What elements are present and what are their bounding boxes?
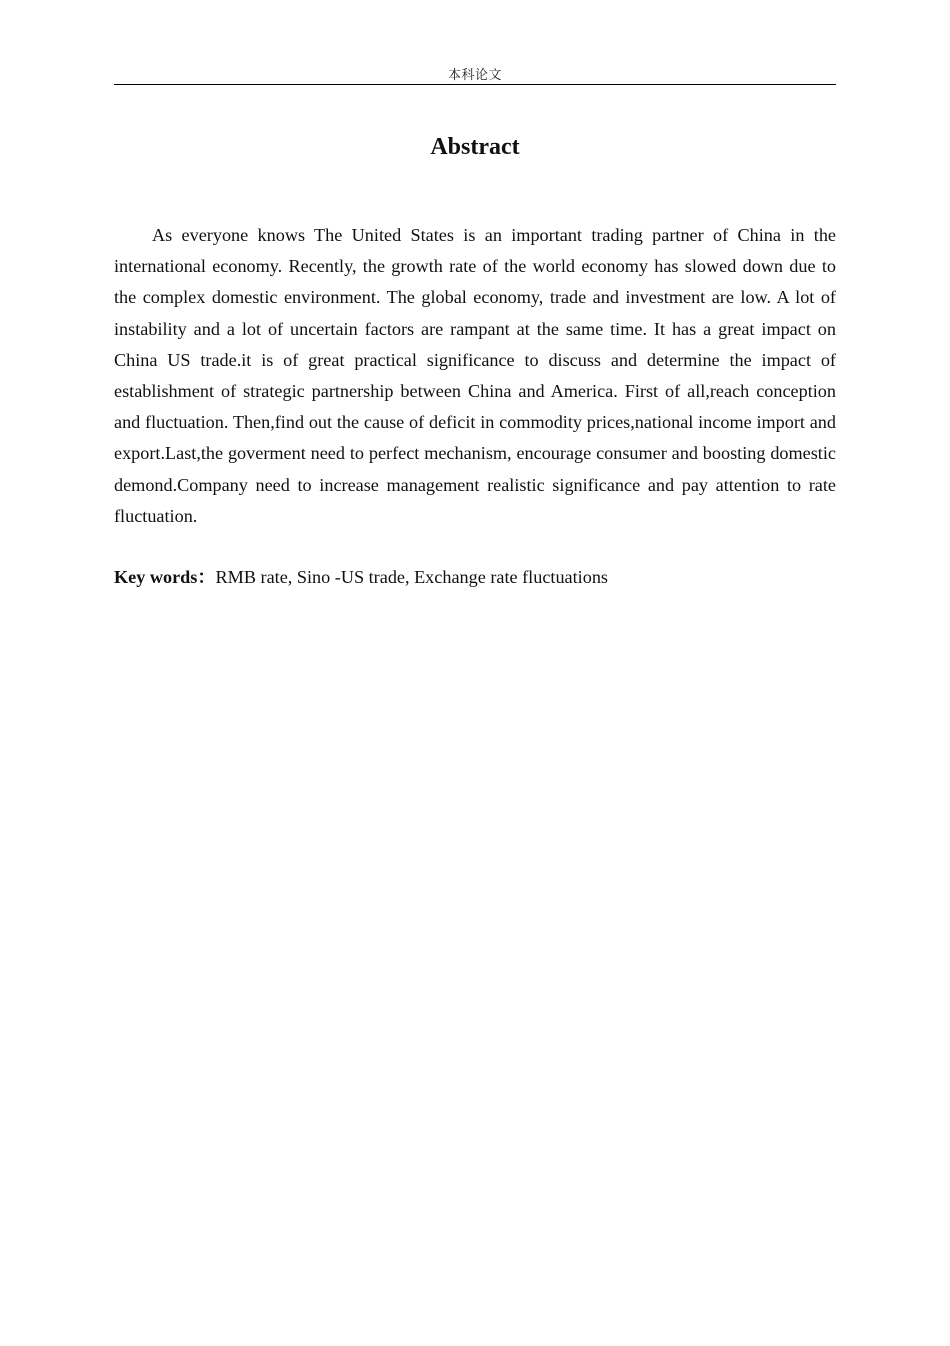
keywords-label: Key words：	[114, 567, 216, 587]
page-header	[114, 66, 836, 85]
abstract-title: Abstract	[430, 134, 520, 160]
header-title: 本科论文	[447, 67, 502, 82]
keywords-line	[114, 562, 836, 593]
keywords-value: RMB rate, Sino -US trade, Exchange rate fluctuations	[215, 567, 608, 587]
abstract-paragraph: As everyone knows The United States is an important trading partner of China in the international economy. Recently, the growth rate of the world economy has slowed down due to the complex domestic environment. The global economy, trade and investment are low. A lot of instability and a lot of uncertain factors are rampant at the same time. It has a great impact on China US trade.it is of great practical significance to discuss and determine the impact of establishment of strategic partnership between China and America. First of all,reach conception and fluctuation. Then,find out the cause of deficit in commodity prices,national income import and export.Last,the goverment need to perfect mechanism, encourage consumer and boosting domestic demond.Company need to increase management realistic significance and pay attention to rate fluctuation.	[114, 225, 836, 526]
